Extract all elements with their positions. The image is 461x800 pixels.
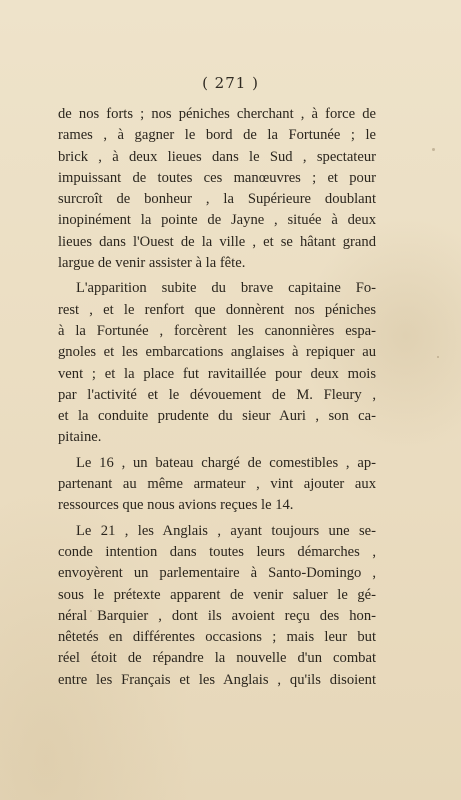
- text-line: rames , à gagner le bord de la Fortunée ; le: [58, 127, 376, 144]
- text-line: nêtetés en différentes occasions ; mais leur but: [58, 629, 376, 646]
- text-line: entre les Français et les Anglais , qu'ils disoient: [58, 671, 376, 688]
- text-line: à la Fortunée , forcèrent les canonnières espa-: [58, 322, 376, 339]
- text-line: lieues dans l'Ouest de la ville , et se hâtant grand: [58, 233, 376, 250]
- text-line: inopinément la pointe de Jayne , située à deux: [58, 212, 376, 229]
- text-line: vent ; et la place fut ravitaillée pour deux mois: [58, 365, 376, 382]
- text-line: conde intention dans toutes leurs démarches ,: [58, 543, 376, 560]
- text-line: ressources que nous avions reçues le 14.: [58, 497, 294, 514]
- body-text: [58, 104, 376, 691]
- text-line: brick , à deux lieues dans le Sud , spectateur: [58, 148, 376, 165]
- paragraph: [58, 521, 376, 691]
- page-number: ( 271 ): [202, 74, 259, 92]
- paragraph: [58, 104, 376, 274]
- text-line: gnoles et les embarcations anglaises à repiquer au: [58, 344, 376, 361]
- text-line: surcroît de bonheur , la Supérieure doublant: [58, 191, 376, 208]
- text-line: L'apparition subite du brave capitaine Fo-: [76, 280, 376, 297]
- text-line: néral Barquier , dont ils avoient reçu des hon-: [58, 607, 376, 624]
- text-line: rest , et le renfort que donnèrent nos péniches: [58, 301, 376, 318]
- text-line: Le 16 , un bateau chargé de comestibles , ap-: [76, 454, 376, 471]
- text-line: réel étoit de répandre la nouvelle d'un combat: [58, 650, 376, 667]
- text-line: sous le prétexte apparent de venir saluer le gé-: [58, 586, 376, 603]
- paper-speck: [432, 148, 435, 151]
- text-line: pitaine.: [58, 429, 102, 446]
- text-line: impuissant de toutes ces manœuvres ; et pour: [58, 169, 376, 186]
- text-line: de nos forts ; nos péniches cherchant , à force de: [58, 106, 376, 122]
- text-line: envoyèrent un parlementaire à Santo-Domingo ,: [58, 565, 376, 582]
- paragraph: [58, 453, 376, 517]
- paper-speck: [437, 356, 439, 358]
- text-line: par l'activité et le dévouement de M. Fleury ,: [58, 386, 376, 403]
- text-line: largue de venir assister à la fête.: [58, 255, 246, 272]
- text-line: Le 21 , les Anglais , ayant toujours une se-: [76, 522, 376, 539]
- text-line: et la conduite prudente du sieur Auri , son ca-: [58, 408, 376, 425]
- text-line: partenant au même armateur , vint ajouter aux: [58, 476, 376, 493]
- paragraph: [58, 278, 376, 448]
